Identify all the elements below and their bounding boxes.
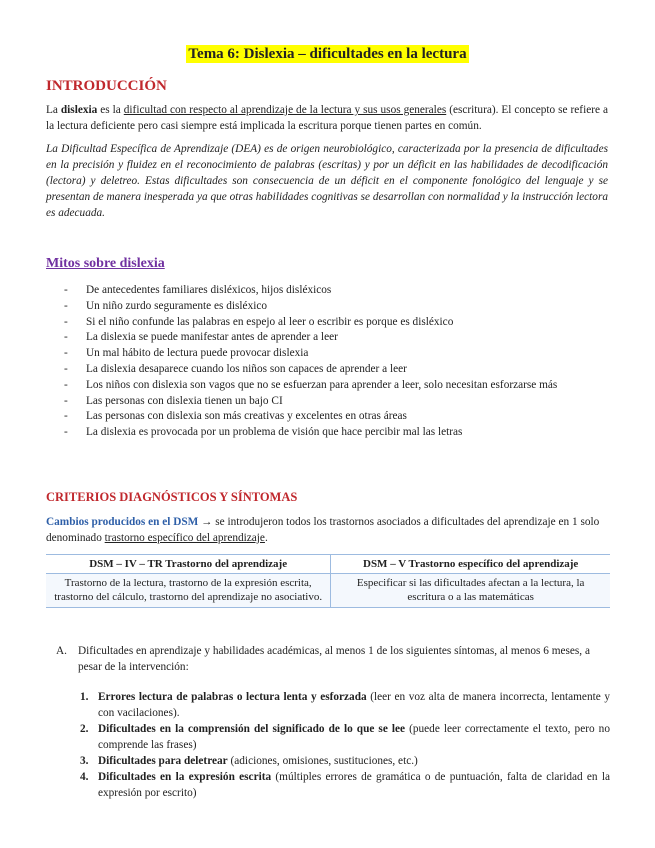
intro-heading: INTRODUCCIÓN (46, 78, 167, 94)
symptom-item (80, 721, 610, 753)
myth-item (64, 346, 609, 362)
symptom-title: Dificultades en la expresión escrita (98, 771, 272, 783)
symptom-detail: (puede leer correctamente el texto, pero no comprende las frases) (98, 723, 610, 751)
table-header-row (46, 555, 610, 574)
dash-bullet: - (64, 378, 68, 391)
myth-text: Un mal hábito de lectura puede provocar dislexia (86, 347, 309, 360)
symptom-item (80, 753, 610, 769)
table-cell-dsm-iv: Trastorno de la lectura, trastorno de la expresión escrita, trastorno del cálculo, trastorno del aprendizaje no asociativo. (46, 574, 331, 608)
table-header-dsm-v: DSM – V Trastorno específico del aprendizaje (331, 555, 610, 574)
myth-item (64, 394, 609, 410)
symptom-title: Errores lectura de palabras o lectura lenta y esforzada (98, 691, 367, 703)
dash-bullet: - (64, 347, 68, 360)
text-run: (escritura). El concepto se refiere a la lectura deficiente pero casi siempre está implicada la escritura porque tienen partes en común. (46, 104, 608, 132)
symptom-number: 1. (80, 691, 89, 703)
myth-text: Las personas con dislexia tienen un bajo CI (86, 394, 283, 407)
text-run: es la (97, 104, 124, 116)
dash-bullet: - (64, 299, 68, 312)
dash-bullet: - (64, 362, 68, 375)
dsm-comparison-table (46, 554, 610, 608)
myth-text: La dislexia se puede manifestar antes de aprender a leer (86, 331, 338, 344)
symptom-number: 4. (80, 771, 89, 783)
symptom-item (80, 769, 610, 801)
title-container (0, 45, 655, 63)
symptom-title: Dificultades en la comprensión del significado de lo que se lee (98, 723, 406, 735)
page-title: Tema 6: Dislexia – dificultades en la lectura (188, 46, 467, 62)
myth-item (64, 330, 609, 346)
myth-item (64, 315, 609, 331)
criteria-heading: CRITERIOS DIAGNÓSTICOS Y SÍNTOMAS (46, 490, 298, 504)
table-cell-dsm-v: Especificar si las dificultades afectan a la lectura, la escritura o a las matemáticas (331, 574, 610, 608)
criterion-a-marker: A. (56, 645, 67, 657)
myth-text: La dislexia desaparece cuando los niños son capaces de aprender a leer (86, 362, 407, 375)
text-run: se introdujeron todos los trastornos asociados a dificultades del aprendizaje en 1 solo denominado (46, 516, 600, 544)
myth-text: De antecedentes familiares disléxicos, hijos disléxicos (86, 284, 332, 296)
myth-text: Un niño zurdo seguramente es disléxico (86, 299, 268, 312)
myth-text: Las personas con dislexia son más creativas y excelentes en otras áreas (86, 410, 407, 423)
myth-item (64, 362, 609, 378)
dyslexia-term: dislexia (60, 104, 98, 116)
criterion-a (56, 643, 610, 675)
myth-item (64, 283, 609, 299)
myths-list (64, 283, 609, 441)
myth-item (64, 378, 609, 394)
myth-text: La dislexia es provocada por un problema de visión que hace percibir mal las letras (86, 426, 463, 439)
intro-paragraph-1 (46, 102, 608, 134)
symptom-number: 2. (80, 723, 89, 735)
symptom-detail: (adiciones, omisiones, sustituciones, etc.) (227, 755, 418, 767)
arrow-icon: → (201, 516, 213, 528)
symptom-detail: (múltiples errores de gramática o de puntuación, falta de claridad en la expresión por escrito) (98, 771, 611, 799)
criterion-a-text: Dificultades en aprendizaje y habilidades académicas, al menos 1 de los siguientes síntomas, al menos 6 meses, a pesar de la intervención: (78, 645, 590, 673)
dsm-changes-paragraph (46, 514, 608, 546)
symptom-detail: (leer en voz alta de manera incorrecta, lentamente y con vacilaciones). (98, 691, 610, 719)
dsm-term-underlined: trastorno específico del aprendizaje (104, 532, 265, 544)
dash-bullet: - (64, 315, 68, 328)
symptoms-list (80, 689, 610, 801)
myth-item (64, 409, 609, 425)
myths-heading: Mitos sobre dislexia (46, 256, 165, 271)
dash-bullet: - (64, 284, 68, 296)
myth-text: Los niños con dislexia son vagos que no se esfuerzan para aprender a leer, solo necesitan esforzarse más (86, 378, 558, 391)
dash-bullet: - (64, 410, 68, 423)
dsm-label: Cambios producidos en el DSM (46, 516, 199, 528)
symptom-number: 3. (80, 755, 89, 767)
dash-bullet: - (64, 331, 68, 344)
intro-paragraph-2: La Dificultad Específica de Aprendizaje (DEA) es de origen neurobiológico, caracterizada por la presencia de dificultades en la precisión y fluidez en el reconocimiento de palabras (escritas) y por un déficit en las habilidades de decodificación (lectora) y deletreo. Estas dificultades son consecuencia de un déficit en el componente fonológico del lenguaje y se presentan de manera inesperada ya que otras habilidades cognitivas se desarrollan con normalidad y la instrucción lectora es adecuada. (46, 143, 608, 219)
text-run: . (264, 532, 268, 544)
symptom-item (80, 689, 610, 721)
myth-item (64, 299, 609, 315)
definition-underlined: dificultad con respecto al aprendizaje de la lectura y sus usos generales (123, 104, 447, 116)
dash-bullet: - (64, 426, 68, 439)
table-header-dsm-iv: DSM – IV – TR Trastorno del aprendizaje (46, 555, 331, 574)
dash-bullet: - (64, 394, 68, 407)
table-row (46, 574, 610, 608)
text-run: La (46, 104, 61, 116)
symptom-title: Dificultades para deletrear (98, 755, 228, 767)
myth-text: Si el niño confunde las palabras en espejo al leer o escribir es porque es disléxico (86, 315, 454, 328)
myth-item (64, 425, 609, 441)
